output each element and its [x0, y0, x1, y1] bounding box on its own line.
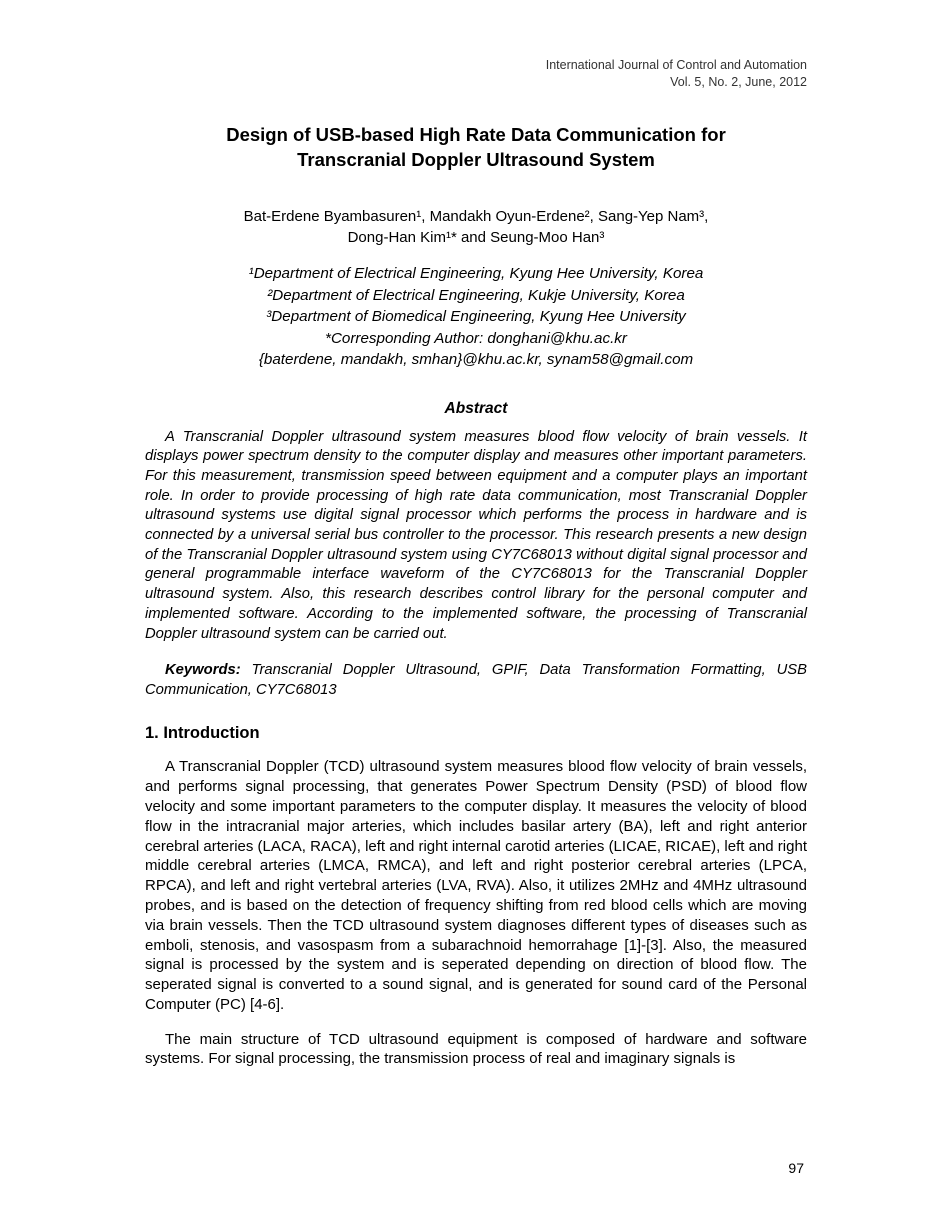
journal-header: [145, 57, 807, 91]
affiliation-3: ³Department of Biomedical Engineering, Kyung Hee University: [266, 308, 686, 325]
abstract-heading: Abstract: [444, 399, 508, 417]
author-line-1: Bat-Erdene Byambasuren¹, Mandakh Oyun-Erdene², Sang-Yep Nam³,: [243, 208, 709, 225]
paper-title: [145, 122, 807, 172]
author-line-2: Dong-Han Kim¹* and Seung-Moo Han³: [347, 229, 605, 246]
affiliation-1: ¹Department of Electrical Engineering, Kyung Hee University, Korea: [248, 265, 704, 282]
keywords-label: Keywords:: [165, 662, 241, 679]
keywords-paragraph: [145, 661, 807, 700]
abstract-text: A Transcranial Doppler ultrasound system measures blood flow velocity of brain vessels. It displays power spectrum density to the computer display and measures other important parameters. For this measurement, transmission speed between equipment and a computer plays an important role. In order to provide processing of high rate data communication, most Transcranial Doppler ultrasound systems use digital signal processor which performs the process in hardware and is connected by a universal serial bus controller to the processor. This research presents a new design of the Transcranial Doppler ultrasound system using CY7C68013 without digital signal processor and general programmable interface waveform of the CY7C68013 for the Transcranial Doppler ultrasound system. Also, this research describes control library for the personal computer and implemented software. According to the implemented software, the processing of Transcranial Doppler ultrasound system can be carried out.: [145, 428, 807, 642]
affiliations: [145, 263, 807, 371]
journal-name: International Journal of Control and Automation: [545, 58, 807, 72]
author-emails: {baterdene, mandakh, smhan}@khu.ac.kr, synam58@gmail.com: [258, 351, 694, 368]
affiliation-2: ²Department of Electrical Engineering, Kukje University, Korea: [267, 286, 685, 304]
intro-paragraph-1: A Transcranial Doppler (TCD) ultrasound system measures blood flow velocity of brain vessels, and performs signal processing, that generates Power Spectrum Density (PSD) of blood flow velocity and some important parameters to the computer display. It measures the velocity of blood flow in the intracranial major arteries, which includes basilar artery (BA), left and right anterior cerebral arteries (LACA, RACA), left and right internal carotid arteries (LICAE, RICAE), left and right middle cerebral arteries (LMCA, RMCA), and left and right posterior cerebral arteries (LPCA, RPCA), and left and right vertebral arteries (LVA, RVA). Also, it utilizes 2MHz and 4MHz ultrasound probes, and is based on the detection of frequency shifting from red blood cells which are moving via brain vessels. Then the TCD ultrasound system diagnoses different types of diseases such as emboli, stenosis, and vasospasm from a subarachnoid hemorrahage [1]-[3]. Also, the measured signal is processed by the system and is seperated depending on direction of blood flow. The seperated signal is converted to a sound signal, and is generated for sound card of the Personal Computer (PC) [4-6].: [145, 758, 807, 1013]
paper-title-line1: Design of USB-based High Rate Data Communication for: [226, 124, 726, 145]
intro-paragraph-2: The main structure of TCD ultrasound equipment is composed of hardware and software systems. For signal processing, the transmission process of real and imaginary signals is: [145, 1030, 807, 1068]
author-list: [145, 206, 807, 248]
corresponding-author: *Corresponding Author: donghani@khu.ac.kr: [325, 329, 627, 347]
paper-title-line2: Transcranial Doppler Ultrasound System: [297, 149, 655, 170]
section-heading-introduction: 1. Introduction: [145, 723, 260, 742]
keywords-text: Transcranial Doppler Ultrasound, GPIF, Data Transformation Formatting, USB Communication, CY7C68013: [145, 662, 807, 698]
page-number: 97: [788, 1160, 804, 1176]
journal-issue: Vol. 5, No. 2, June, 2012: [670, 75, 807, 89]
